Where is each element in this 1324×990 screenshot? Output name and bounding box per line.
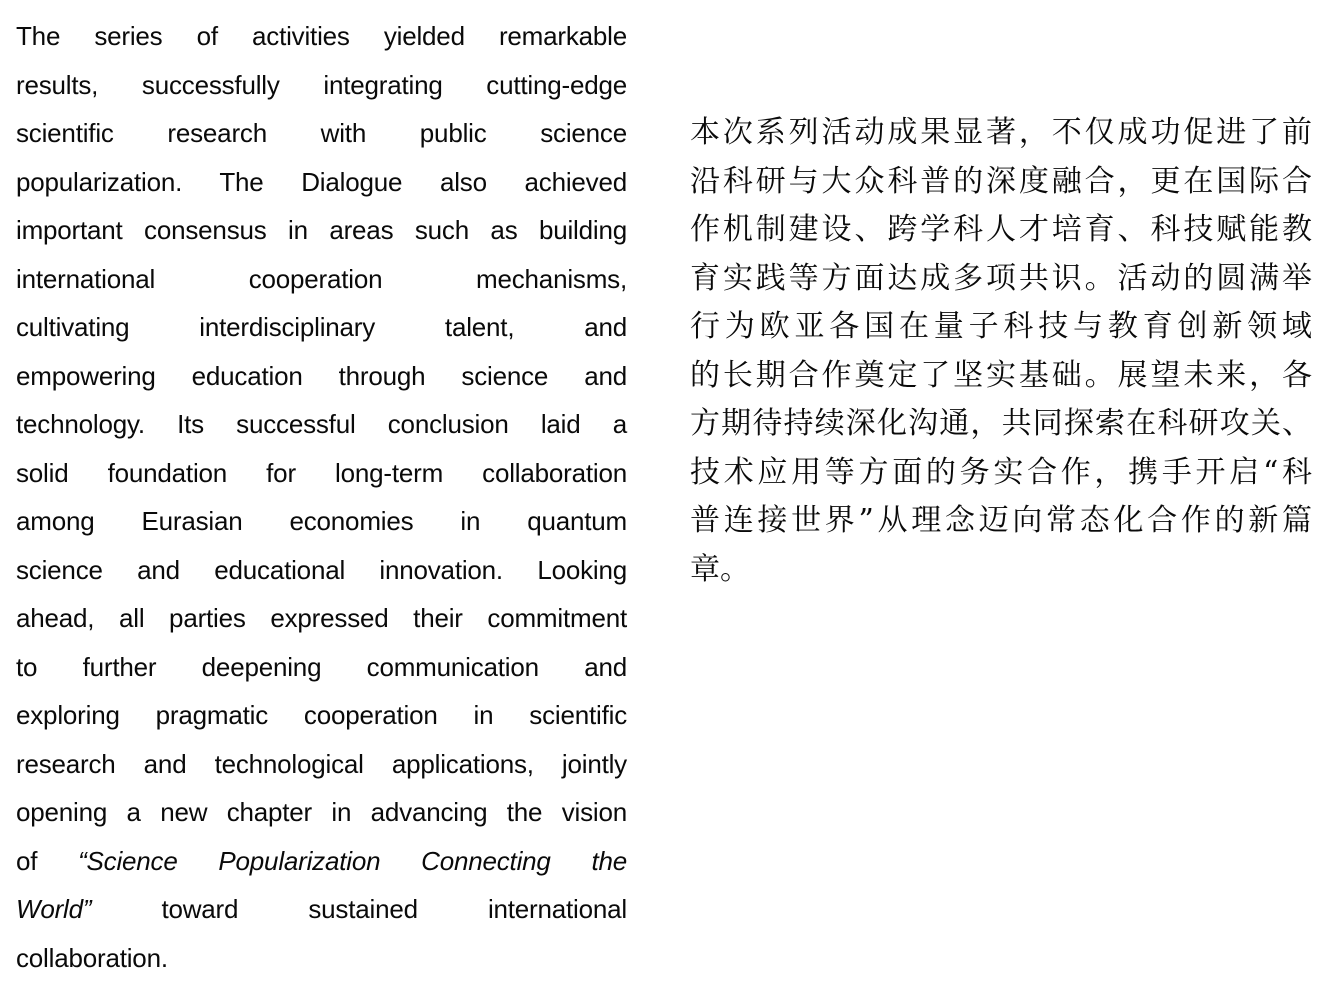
text-segment: 本次系列活动成果显著，不仅成功促进了前 [690, 115, 1312, 150]
text-line [690, 158, 1312, 207]
text-segment: research and technological applications, jointly [16, 748, 627, 779]
text-line [16, 303, 627, 352]
text-segment: science and educational innovation. Looking [16, 554, 627, 585]
text-segment: exploring pragmatic cooperation in scientific [16, 700, 627, 730]
text-segment: toward sustained international [91, 894, 627, 924]
text-segment: 育实践等方面达成多项共识。活动的圆满举 [690, 260, 1312, 296]
text-segment: 作机制建设、跨学科人才培育、科技赋能教 [690, 212, 1312, 247]
text-line [16, 885, 627, 934]
text-segment: ahead, all parties expressed their commitment [16, 603, 627, 633]
text-line [690, 109, 1312, 158]
text-segment: 章。 [690, 551, 750, 587]
text-segment: technology. Its successful conclusion laid a [16, 409, 627, 439]
text-segment: 的长期合作奠定了坚实基础。展望未来，各 [690, 357, 1312, 393]
text-line [16, 594, 627, 643]
text-line [16, 837, 627, 886]
text-line [16, 449, 627, 498]
text-line [16, 158, 627, 207]
text-line [16, 206, 627, 255]
text-line [16, 934, 627, 983]
text-line [690, 303, 1312, 352]
text-segment: important consensus in areas such as building [16, 215, 627, 245]
text-segment: to further deepening communication and [16, 651, 627, 682]
text-segment: collaboration. [16, 942, 168, 973]
text-line [16, 788, 627, 837]
text-line [690, 255, 1312, 304]
text-segment: opening a new chapter in advancing the vision [16, 797, 627, 827]
text-line [690, 497, 1312, 546]
text-line [16, 691, 627, 740]
text-line [16, 497, 627, 546]
text-segment: 沿科研与大众科普的深度融合，更在国际合 [690, 163, 1312, 199]
text-segment: 行为欧亚各国在量子科技与教育创新领域 [690, 309, 1312, 344]
text-line [16, 546, 627, 595]
text-segment: among Eurasian economies in quantum [16, 506, 627, 536]
text-line [16, 740, 627, 789]
text-line [690, 449, 1312, 498]
text-line [690, 352, 1312, 401]
text-segment: popularization. The Dialogue also achieved [16, 166, 627, 197]
text-segment: of [16, 845, 79, 876]
text-line [16, 255, 627, 304]
english-paragraph [16, 12, 627, 990]
text-line [16, 352, 627, 401]
text-line [16, 12, 627, 61]
text-segment: empowering education through science and [16, 360, 627, 391]
text-segment: results, successfully integrating cutting-edge [16, 69, 627, 100]
text-segment: cultivating interdisciplinary talent, and [16, 312, 627, 342]
text-line [690, 206, 1312, 255]
text-line [690, 400, 1312, 449]
text-segment: 普连接世界”从理念迈向常态化合作的新篇 [690, 503, 1312, 538]
italic-text-segment: World” [16, 894, 92, 924]
text-segment: international cooperation mechanisms, [16, 263, 627, 294]
italic-text-segment: “Science Popularization Connecting the [78, 845, 627, 876]
text-line [16, 643, 627, 692]
text-line [16, 109, 627, 158]
text-segment: 技术应用等方面的务实合作，携手开启“科 [690, 454, 1312, 490]
text-line [690, 546, 1312, 595]
text-segment: 方期待持续深化沟通，共同探索在科研攻关、 [690, 406, 1312, 441]
chinese-paragraph [690, 12, 1312, 990]
text-segment: solid foundation for long-term collaboration [16, 457, 627, 488]
text-segment: scientific research with public science [16, 118, 627, 148]
text-line [16, 400, 627, 449]
text-segment: The series of activities yielded remarkable [16, 21, 627, 51]
text-line [16, 61, 627, 110]
